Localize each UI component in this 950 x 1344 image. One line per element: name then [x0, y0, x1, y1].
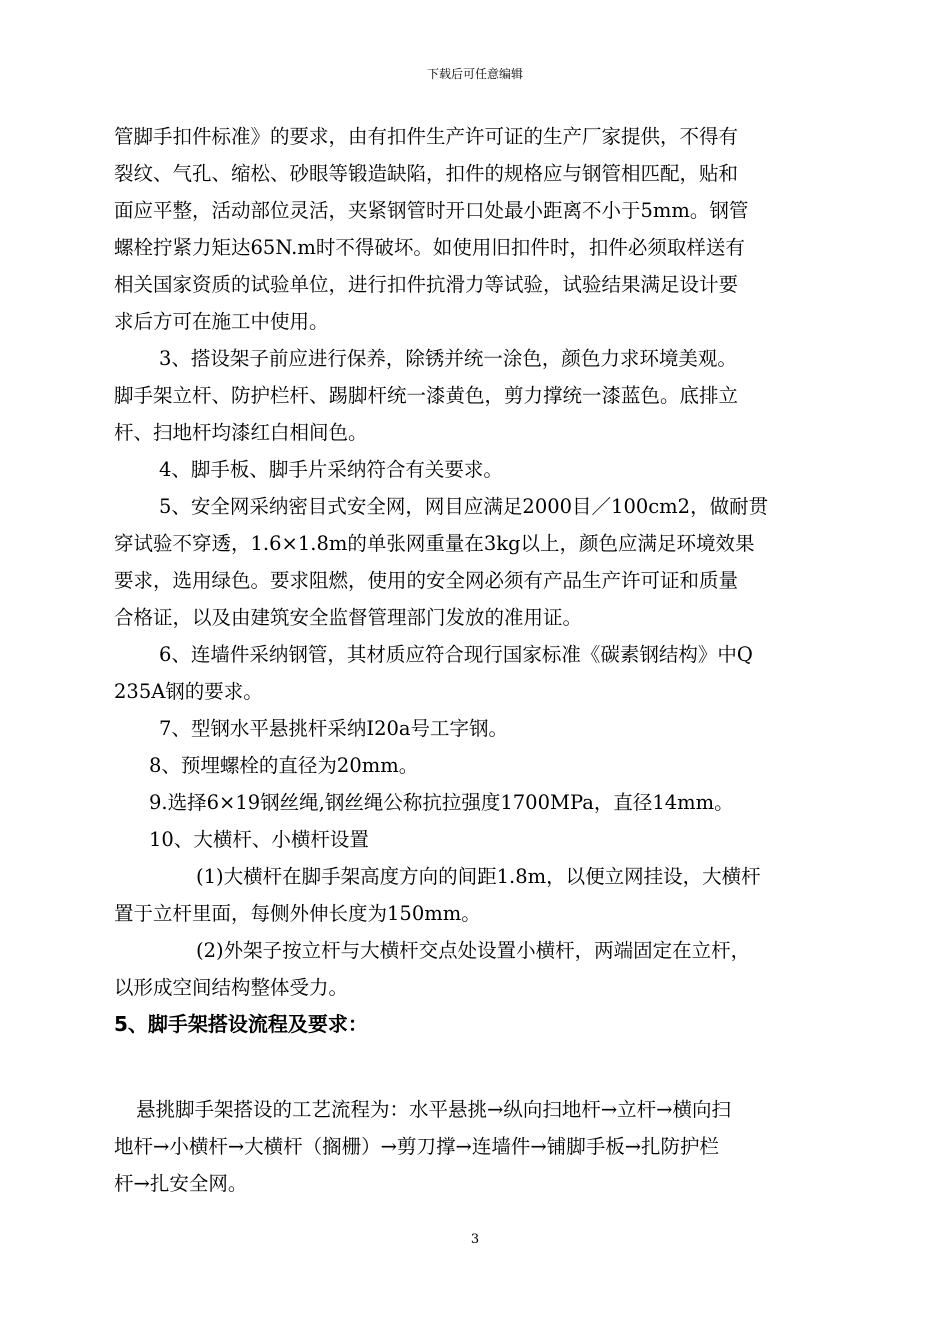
text-line: 悬挑脚手架搭设的工艺流程为：水平悬挑→纵向扫地杆→立杆→横向扫 — [136, 1098, 732, 1121]
text-line: 地杆→小横杆→大横杆（搁栅）→剪刀撑→连墙件→铺脚手板→扎防护栏 — [114, 1135, 720, 1158]
text-line: 置于立杆里面，每侧外伸长度为150mm。 — [114, 902, 481, 925]
text-line: 10、大横杆、小横杆设置 — [149, 828, 369, 851]
text-line: 4、脚手板、脚手片采纳符合有关要求。 — [159, 458, 503, 481]
text-line: 7、型钢水平悬挑杆采纳I20a号工字钢。 — [159, 717, 509, 740]
text-line: 管脚手扣件标准》的要求，由有扣件生产许可证的生产厂家提供，不得有 — [114, 125, 739, 148]
text-line: 235A钢的要求。 — [114, 680, 263, 703]
text-line: 8、预埋螺栓的直径为20mm。 — [149, 754, 419, 777]
text-line: 要求，选用绿色。要求阻燃，使用的安全网必须有产品生产许可证和质量 — [114, 569, 739, 592]
text-line: 以形成空间结构整体受力。 — [114, 976, 349, 999]
text-line: (1)大横杆在脚手架高度方向的间距1.8m，以便立网挂设，大横杆 — [196, 865, 761, 888]
text-line: 穿试验不穿透，1.6×1.8m的单张网重量在3kg以上，颜色应满足环境效果 — [114, 532, 755, 555]
text-line: 脚手架立杆、防护栏杆、踢脚杆统一漆黄色，剪力撑统一漆蓝色。底排立 — [114, 384, 739, 407]
text-line: 相关国家资质的试验单位，进行扣件抗滑力等试验，试验结果满足设计要 — [114, 273, 739, 296]
text-line: (2)外架子按立杆与大横杆交点处设置小横杆，两端固定在立杆， — [196, 939, 751, 962]
text-line: 3、搭设架子前应进行保养，除锈并统一涂色，颜色力求环境美观。 — [159, 347, 737, 370]
text-line: 求后方可在施工中使用。 — [114, 310, 329, 333]
text-line: 裂纹、气孔、缩松、砂眼等锻造缺陷，扣件的规格应与钢管相匹配，贴和 — [114, 162, 739, 185]
page-header: 下载后可任意编辑 — [426, 67, 523, 81]
text-line: 9.选择6×19钢丝绳,钢丝绳公称抗拉强度1700MPa，直径14mm。 — [149, 791, 734, 814]
text-line: 5、安全网采纳密目式安全网，网目应满足2000目／100cm2，做耐贯 — [159, 495, 769, 518]
text-line: 面应平整，活动部位灵活，夹紧钢管时开口处最小距离不小于5mm。钢管 — [114, 199, 749, 222]
text-line: 合格证，以及由建筑安全监督管理部门发放的准用证。 — [114, 606, 583, 629]
text-line: 螺栓拧紧力矩达65N.m时不得破坏。如使用旧扣件时，扣件必须取样送有 — [114, 236, 745, 259]
text-line: 6、连墙件采纳钢管，其材质应符合现行国家标准《碳素钢结构》中Q — [159, 643, 753, 666]
text-line: 杆→扎安全网。 — [114, 1172, 248, 1195]
text-line: 杆、扫地杆均漆红白相间色。 — [114, 421, 368, 444]
section-heading: 5、脚手架搭设流程及要求： — [114, 1012, 368, 1036]
page-number: 3 — [470, 1232, 480, 1247]
